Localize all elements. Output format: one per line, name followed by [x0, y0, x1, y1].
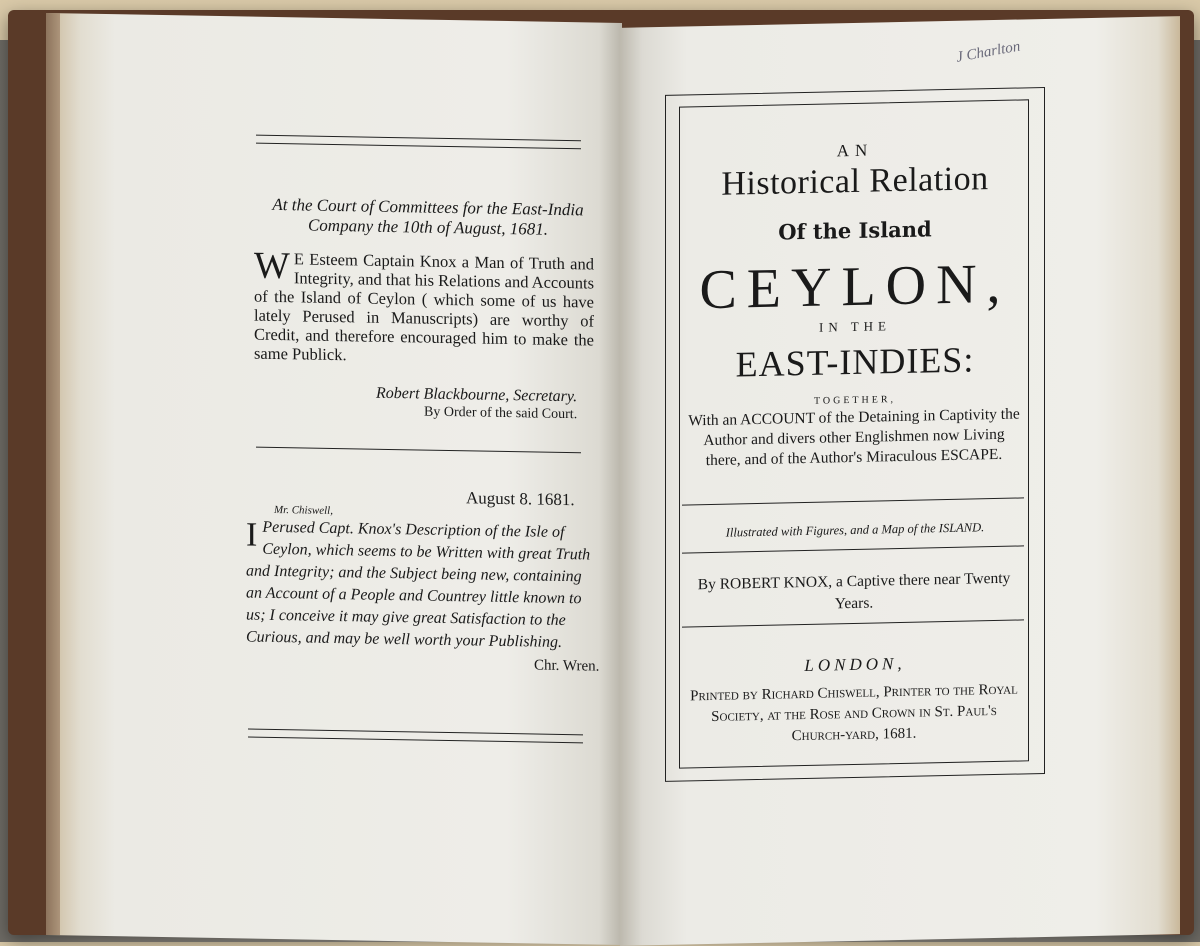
- title-ceylon: CEYLON,: [699, 252, 1011, 322]
- resolution-body: E Esteem Captain Knox a Man of Truth and Integrity, and that his Relations and Accounts of the Island of Ceylon ( which some of us have lately Perused in Manuscripts) are worthy of Credit, and therefore encouraged him to make the same Publick.: [254, 249, 594, 365]
- title-an: AN: [836, 140, 874, 161]
- title-of-island: Of the Island: [778, 216, 932, 245]
- resolution-dropcap: W: [254, 244, 290, 288]
- left-page: [46, 13, 622, 945]
- letter-signature: Chr. Wren.: [534, 657, 600, 675]
- letter-body: Perused Capt. Knox's Description of the Isle of Ceylon, which seems to be Written with great Truth and Integrity; and the Subject being new, containing an Account of a People and Countrey little known to us; I conceive it may give great Satisfaction to the Curious, and may be well worth your Publishing.: [246, 518, 591, 651]
- bottom-rule: [248, 728, 583, 735]
- title-in-the: IN THE: [818, 318, 891, 335]
- letter-date: August 8. 1681.: [466, 488, 575, 510]
- resolution-text: [254, 244, 594, 369]
- handwritten-note: J Charlton: [955, 38, 1022, 66]
- together-label: TOGETHER,: [813, 394, 897, 407]
- imprint: Printed by Richard Chiswell, Printer to the Royal Society, at the Rose and Crown in St. Paul's Church-yard, 1681.: [690, 681, 1018, 745]
- byline: By ROBERT KNOX, a Captive there near Twenty Years.: [697, 569, 1011, 613]
- letter-text: [246, 516, 596, 654]
- imprint-place: LONDON,: [804, 653, 906, 676]
- bottom-rule: [248, 736, 583, 743]
- title-description: With an ACCOUNT of the Detaining in Captivity the Author and divers other Englishmen now Living there, and of the Author's Miraculous ESCAPE.: [688, 405, 1020, 470]
- right-page: [620, 16, 1180, 946]
- page-edge-wear: [46, 13, 60, 935]
- title-east-indies: EAST-INDIES:: [735, 339, 975, 385]
- book: [8, 10, 1194, 935]
- divider-rule: [256, 447, 581, 454]
- letter-dropcap: I: [246, 516, 258, 554]
- top-rule: [256, 143, 581, 150]
- signatory-note: By Order of the said Court.: [424, 404, 578, 423]
- illustrated-note: Illustrated with Figures, and a Map of the ISLAND.: [725, 520, 985, 540]
- signatory: Robert Blackbourne, Secretary.: [376, 384, 578, 406]
- title-main: Historical Relation: [721, 160, 989, 203]
- top-rule: [256, 135, 581, 142]
- letter-addressee: Mr. Chiswell,: [274, 503, 333, 517]
- court-heading: At the Court of Committees for the East-India Company the 10th of August, 1681.: [272, 194, 584, 239]
